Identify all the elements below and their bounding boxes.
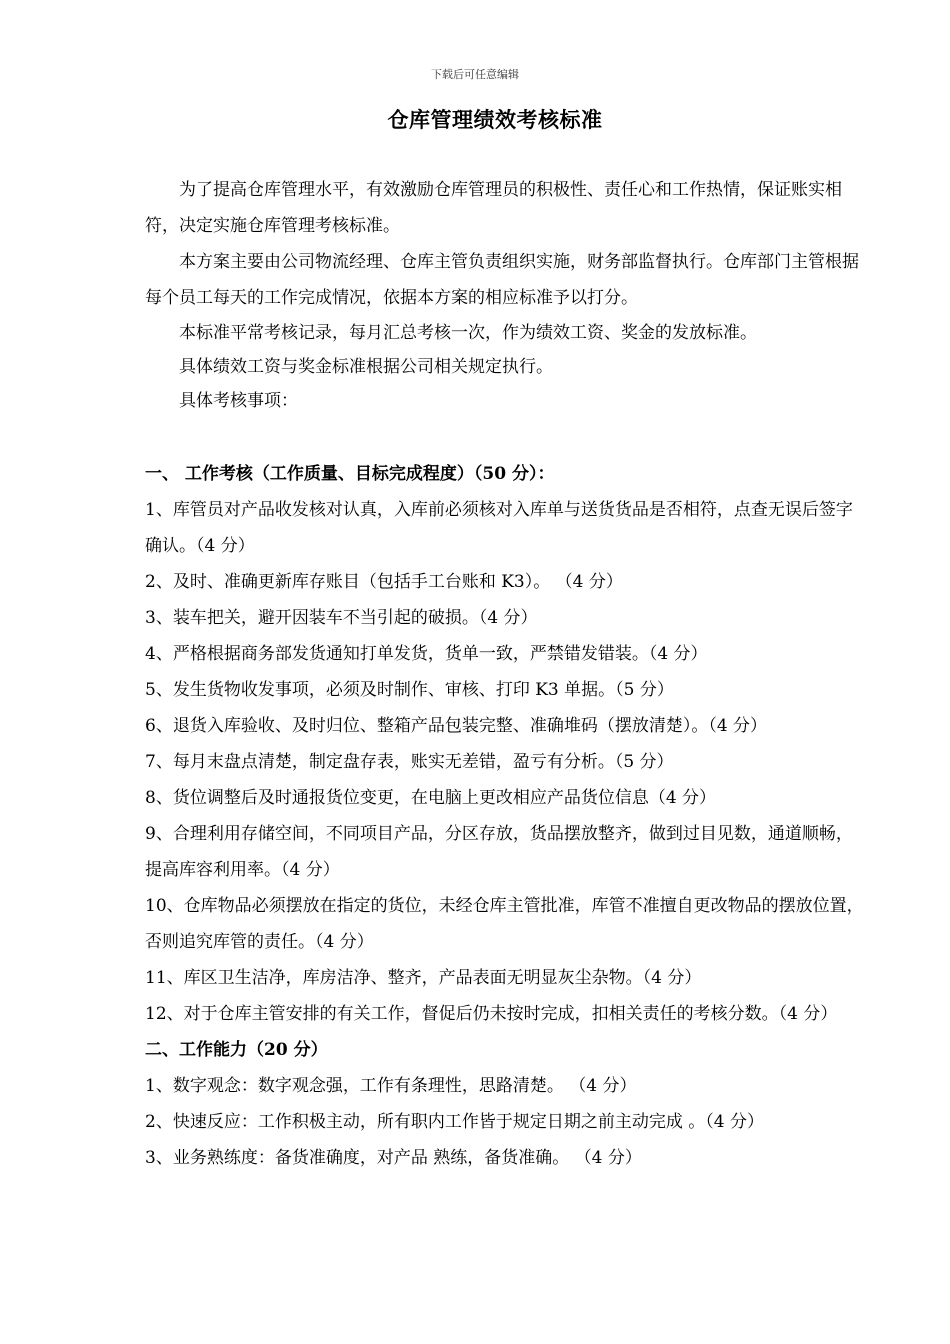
list-item: 11、库区卫生洁净，库房洁净、整齐，产品表面无明显灰尘杂物。（4 分） xyxy=(145,968,702,988)
assessment-sections xyxy=(145,456,865,1176)
list-item: 2、及时、准确更新库存账目（包括手工台账和 K3）。 （4 分） xyxy=(145,572,623,592)
section-heading-work-assessment: 一、 工作考核（工作质量、目标完成程度）（50 分）： xyxy=(145,464,555,484)
intro-paragraph: 具体考核事项： xyxy=(179,391,298,411)
list-item: 9、合理利用存储空间，不同项目产品，分区存放，货品摆放整齐，做到过目见数，通道顺畅，提高库容利用率。（4 分） xyxy=(145,824,853,880)
list-item: 6、退货入库验收、及时归位、整箱产品包装完整、准确堆码（摆放清楚）。（4 分） xyxy=(145,716,768,736)
intro-paragraph: 具体绩效工资与奖金标准根据公司相关规定执行。 xyxy=(179,357,553,377)
list-item: 12、对于仓库主管安排的有关工作，督促后仍未按时完成，扣相关责任的考核分数。（4 分） xyxy=(145,1004,838,1024)
list-item: 7、每月末盘点清楚，制定盘存表，账实无差错，盈亏有分析。（5 分） xyxy=(145,752,674,772)
document-title: 仓库管理绩效考核标准 xyxy=(387,107,603,132)
intro-section xyxy=(145,172,865,418)
section-heading-work-ability: 二、工作能力（20 分） xyxy=(145,1040,328,1060)
intro-paragraph: 为了提高仓库管理水平，有效激励仓库管理员的积极性、责任心和工作热情，保证账实相符，决定实施仓库管理考核标准。 xyxy=(145,180,842,236)
list-item: 4、严格根据商务部发货通知打单发货，货单一致，严禁错发错装。（4 分） xyxy=(145,644,708,664)
list-item: 3、装车把关，避开因装车不当引起的破损。（4 分） xyxy=(145,608,538,628)
list-item: 1、数字观念：数字观念强，工作有条理性，思路清楚。 （4 分） xyxy=(145,1076,637,1096)
list-item: 8、货位调整后及时通报货位变更，在电脑上更改相应产品货位信息（4 分） xyxy=(145,788,717,808)
intro-paragraph: 本标准平常考核记录，每月汇总考核一次，作为绩效工资、奖金的发放标准。 xyxy=(179,323,757,343)
header-note: 下载后可任意编辑 xyxy=(431,68,519,81)
list-item: 5、发生货物收发事项，必须及时制作、审核、打印 K3 单据。（5 分） xyxy=(145,680,674,700)
list-item: 1、库管员对产品收发核对认真，入库前必须核对入库单与送货货品是否相符，点查无误后签字确认。（4 分） xyxy=(145,500,853,556)
intro-paragraph: 本方案主要由公司物流经理、仓库主管负责组织实施，财务部监督执行。仓库部门主管根据每个员工每天的工作完成情况，依据本方案的相应标准予以打分。 xyxy=(145,252,859,308)
list-item: 2、快速反应：工作积极主动，所有职内工作皆于规定日期之前主动完成 。（4 分） xyxy=(145,1112,764,1132)
list-item: 10、仓库物品必须摆放在指定的货位，未经仓库主管批准，库管不准擅自更改物品的摆放位置，否则追究库管的责任。（4 分） xyxy=(145,896,864,952)
list-item: 3、业务熟练度：备货准确度，对产品 熟练，备货准确。 （4 分） xyxy=(145,1148,642,1168)
